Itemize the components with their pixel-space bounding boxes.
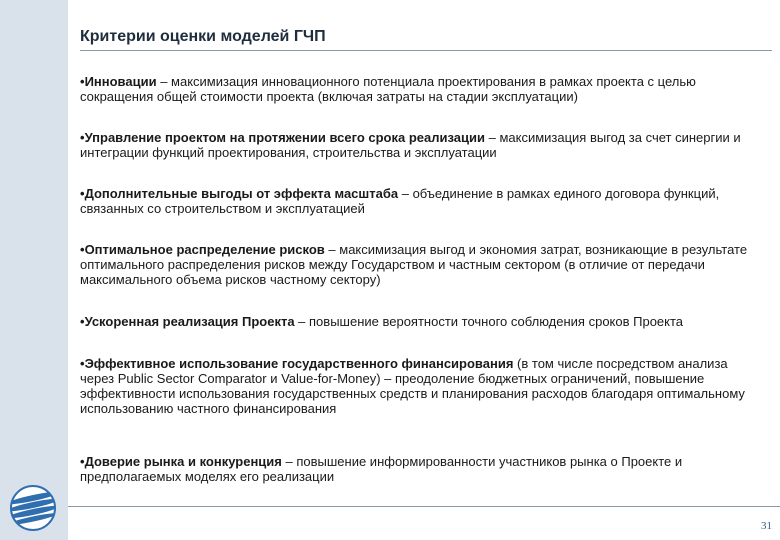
bullet-text: – максимизация выгод за счет синергии и интеграции функций проектирования, строительства и эксплуатации	[80, 130, 741, 160]
bullet-term: Доверие рынка и конкуренция	[84, 454, 282, 469]
bullet-term: Инновации	[84, 74, 157, 89]
title-divider	[80, 50, 772, 51]
list-item: •Управление проектом на протяжении всего срока реализации – максимизация выгод за счет синергии и интеграции функций проектирования, строительства и эксплуатации	[80, 130, 741, 160]
bullet-text: – повышение вероятности точного соблюдения сроков Проекта	[294, 314, 684, 329]
page-number: 31	[761, 520, 772, 532]
globe-logo-icon	[4, 482, 62, 534]
bullet-term: Ускоренная реализация Проекта	[84, 314, 295, 329]
slide-title: Критерии оценки моделей ГЧП	[80, 28, 326, 45]
footer-divider	[68, 506, 780, 507]
bullet-text: – повышение информированности участников рынка о Проекте и предполагаемых моделях его реализации	[80, 454, 683, 484]
slide-content	[68, 0, 780, 540]
list-item: •Эффективное использование государственного финансирования (в том числе посредством анализа через Public Sector Comparator и Value-for-Money) – преодоление бюджетных ограничений, повышение эффективности использования государственных средств и планирования расходов благодаря оптимальному использованию частного финансирования	[80, 356, 745, 416]
bullet-text: (в том числе посредством анализа через Public Sector Comparator и Value-for-Money) – преодоление бюджетных ограничений, повышение эффективности использования государственных средств и планирования расходов благодаря оптимальному использованию частного финансирования	[80, 356, 745, 416]
bullet-text: – объединение в рамках единого договора функций, связанных со строительством и эксплуатацией	[80, 186, 720, 216]
bullet-term: Эффективное использование государственного финансирования	[84, 356, 514, 371]
bullet-text: – максимизация выгод и экономия затрат, возникающие в результате оптимального распределения рисков между Государством и частным сектором (в отличие от передачи максимального объема рисков частному сектору)	[80, 242, 748, 287]
list-item: •Доверие рынка и конкуренция – повышение информированности участников рынка о Проекте и предполагаемых моделях его реализации	[80, 454, 683, 484]
bullet-term: Управление проектом на протяжении всего срока реализации	[84, 130, 485, 145]
list-item: •Дополнительные выгоды от эффекта масштаба – объединение в рамках единого договора функций, связанных со строительством и эксплуатацией	[80, 186, 720, 216]
sidebar-panel	[0, 0, 68, 540]
bullet-term: Дополнительные выгоды от эффекта масштаба	[84, 186, 399, 201]
bullet-text: – максимизация инновационного потенциала проектирования в рамках проекта с целью сокращения общей стоимости проекта (включая затраты на стадии эксплуатации)	[80, 74, 696, 104]
list-item: •Инновации – максимизация инновационного потенциала проектирования в рамках проекта с целью сокращения общей стоимости проекта (включая затраты на стадии эксплуатации)	[80, 74, 696, 104]
bullet-term: Оптимальное распределение рисков	[84, 242, 325, 257]
list-item: •Оптимальное распределение рисков – максимизация выгод и экономия затрат, возникающие в результате оптимального распределения рисков между Государством и частным сектором (в отличие от передачи максимального объема рисков частному сектору)	[80, 242, 748, 287]
list-item: •Ускоренная реализация Проекта – повышение вероятности точного соблюдения сроков Проекта	[80, 314, 684, 329]
